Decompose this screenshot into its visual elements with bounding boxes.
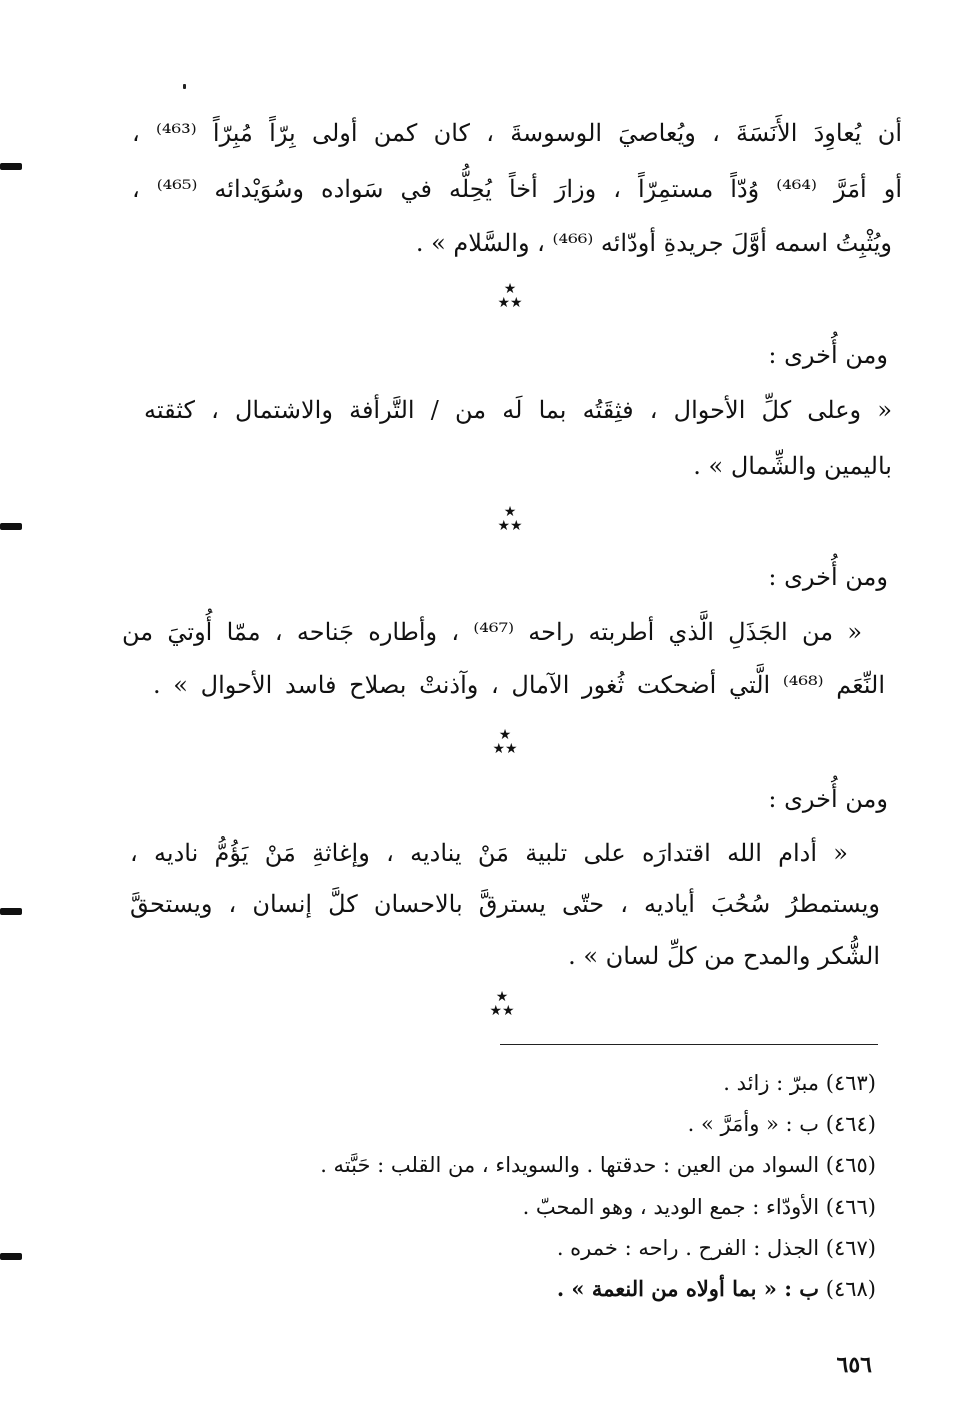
footnote-number: (٤٦٥)	[825, 1153, 876, 1177]
footnote-number: (٤٦٣)	[825, 1071, 876, 1095]
scan-edge-mark	[0, 523, 22, 530]
footnote-text: الأودّاء : جمع الوديد ، وهو المحبّ .	[522, 1195, 820, 1219]
footnote-text: مبرّ : زائد .	[723, 1071, 820, 1095]
scan-edge-mark	[0, 908, 22, 915]
section-heading: ومن أُخرى :	[768, 341, 888, 369]
footnote-text: ب : « وأمَرَّ » .	[687, 1112, 820, 1136]
footnote-text: السواد من العين : حدقتها . والسويداء ، من القلب : حَبَّته .	[320, 1153, 820, 1177]
body-line: « من الجَذَلِ الَّذي أطربته راحه ⁽⁴⁶⁷⁾ ، وأطاره جَناحه ، ممّا أُوتيَ من	[122, 618, 863, 646]
body-line: أو أمَرَّ ⁽⁴⁶⁴⁾ وُدّاً مستمِرّاً ، وزارَ أخاً يُحِلُّه في سَواده وسُوَيْدائه ⁽⁴⁶⁵⁾ ،	[132, 175, 902, 203]
footnote-number: (٤٦٨)	[825, 1277, 876, 1301]
footnote-number: (٤٦٤)	[825, 1112, 876, 1136]
scan-edge-mark	[0, 163, 22, 170]
footnote-divider	[500, 1044, 878, 1045]
section-separator-stars: ★ ★★	[489, 989, 515, 1019]
section-heading: ومن أُخرى :	[768, 785, 888, 813]
footnote	[688, 1110, 876, 1138]
body-line: ويستمطرُ سُحُبَ أياديه ، حتّى يسترقَّ بالاحسان كلَّ إنسان ، ويستحقَّ	[130, 890, 880, 918]
section-separator-stars: ★ ★★	[497, 504, 523, 534]
footnote	[320, 1151, 876, 1179]
footnote	[557, 1275, 876, 1303]
scan-edge-mark	[0, 1253, 22, 1260]
body-line: باليمين والشِّمال » .	[693, 452, 892, 480]
footnote-text: الجذل : الفرح . راحه : خمره .	[556, 1236, 820, 1260]
body-line: النِّعَم ⁽⁴⁶⁸⁾ الَّتي أضحكت ثُغور الآمال ، وآذنتْ بصلاح فاسد الأحوال » .	[153, 671, 885, 699]
footnote	[723, 1069, 876, 1097]
footnote-number: (٤٦٧)	[825, 1236, 876, 1260]
body-line: « وعلى كلِّ الأحوال ، فثِقَتُه بما لَه من / التَّرأفة والاشتمال ، كثقته	[144, 396, 892, 424]
footnote-text: ب : « بما أولاه من النعمة » .	[556, 1276, 820, 1301]
body-line: الشُّكر والمدح من كلِّ لسان » .	[568, 942, 880, 970]
body-line: أن يُعاوِدَ الأَنَسَةَ ، ويُعاصيَ الوسوسةَ ، كان كمن أولى بِرّاً مُبِرّاً ⁽⁴⁶³⁾ ،	[132, 119, 902, 147]
section-separator-stars: ★ ★★	[492, 727, 518, 757]
body-line: ويُثْبِتُ اسمه أوَّلَ جريدةِ أودّائه ⁽⁴⁶⁶⁾ ، والسَّلام » .	[415, 229, 892, 257]
footnote-number: (٤٦٦)	[825, 1195, 876, 1219]
footnote	[557, 1234, 876, 1262]
body-line: « أدام الله اقتدارَه على تلبية مَنْ يناديه ، وإغاثةِ مَنْ يَؤُمُّ ناديه ،	[130, 839, 848, 867]
footnote	[523, 1193, 876, 1221]
section-heading: ومن أُخرى :	[768, 563, 888, 591]
page-number: ٦٥٦	[836, 1352, 872, 1378]
section-separator-stars: ★ ★★	[497, 281, 523, 311]
scan-speck	[183, 84, 186, 89]
